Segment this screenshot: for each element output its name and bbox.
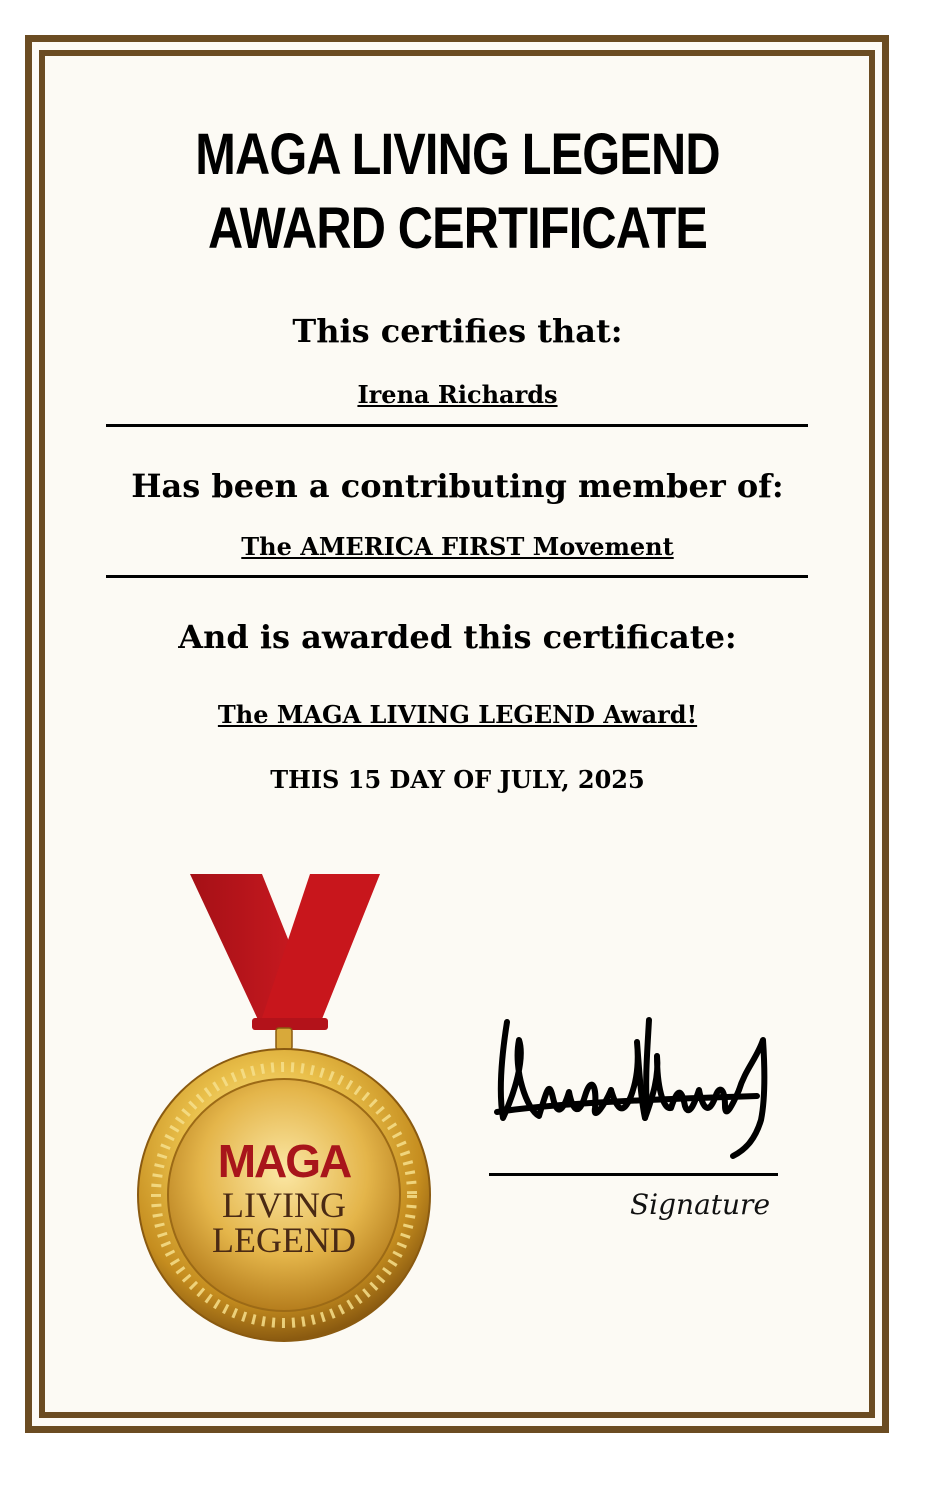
medal-text-maga: MAGA [217, 1135, 351, 1187]
member-heading: Has been a contributing member of: [131, 467, 784, 505]
organization-name: The AMERICA FIRST Movement [241, 532, 674, 561]
recipient-underline [106, 424, 808, 427]
award-date: THIS 15 DAY OF JULY, 2025 [270, 765, 645, 794]
signature-label: Signature [629, 1188, 771, 1221]
signature-line [489, 1173, 778, 1176]
certificate-title: MAGA LIVING LEGEND AWARD CERTIFICATE [195, 122, 720, 261]
award-name: The MAGA LIVING LEGEND Award! [217, 700, 698, 729]
organization-underline [106, 575, 808, 578]
recipient-name: Irena Richards [357, 380, 558, 409]
certifies-heading: This certifies that: [292, 312, 623, 350]
handwritten-signature [489, 1000, 779, 1170]
gold-medal-icon [132, 872, 437, 1352]
medal-text-legend: LEGEND [212, 1220, 356, 1260]
medal-text-living: LIVING [222, 1185, 346, 1225]
award-heading: And is awarded this certificate: [178, 618, 737, 656]
